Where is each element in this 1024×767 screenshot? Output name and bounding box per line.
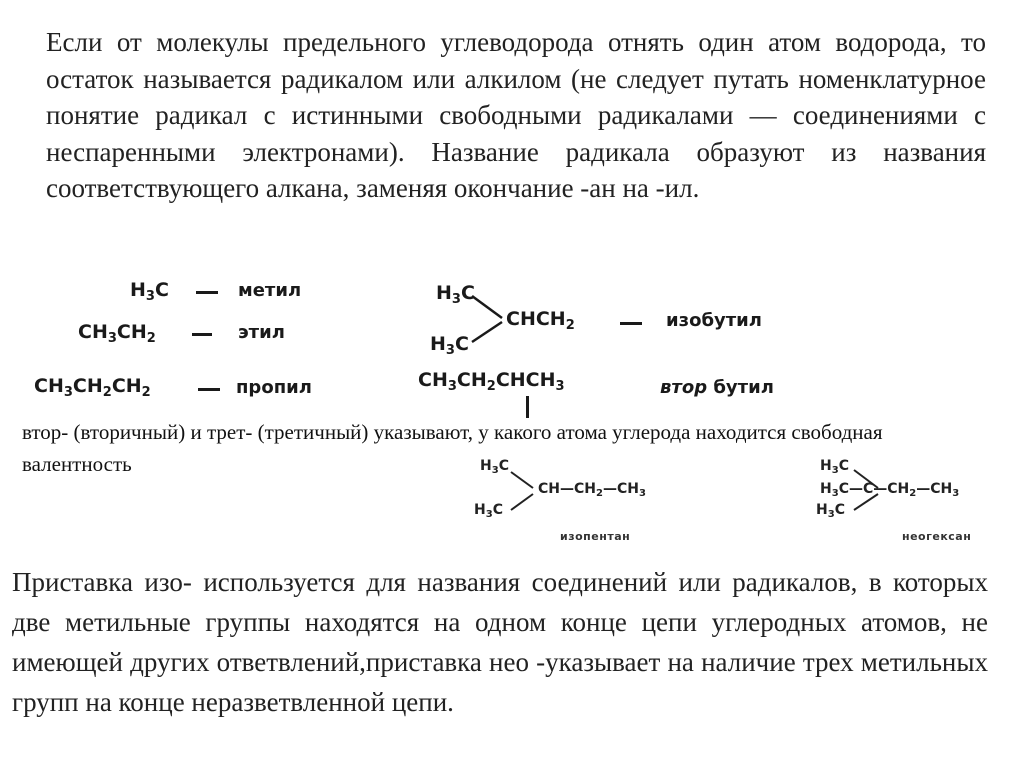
formula-propyl: $CH_3CH_2CH_2$ (34, 375, 151, 400)
name-methyl: метил (238, 280, 302, 301)
name-ethyl: этил (238, 322, 285, 343)
formula-isobutyl-bottom-ch3: $H_3C$ (430, 333, 469, 358)
dash (192, 333, 212, 336)
formula-isobutyl-top-ch3: $H_3C$ (436, 282, 475, 307)
secbutyl-bond (526, 396, 529, 418)
name-isobutyl: изобутил (666, 310, 762, 331)
neohexane-chain: $H_3C—C—CH_2—CH_3$ (820, 481, 960, 499)
note-sec-tert: втор- (вторичный) и трет- (третичный) указывают, у какого атома углерода находится свободная валентность (22, 420, 883, 476)
paragraph-radicals-definition: Если от молекулы предельного углеводорода отнять один атом водорода, то остаток называется радикалом или алкилом (не следует путать номенклатурное понятие радикал с истинными свободными радикалами — соединениями с неспаренными электронами). Название радикала образуют из названия соответствующего алкана, заменяя окончание -ан на -ил. (46, 27, 986, 203)
dash (196, 291, 218, 294)
formula-isobutyl-chain: $CHCH_2$ (506, 308, 575, 333)
secbutyl-name: бутил (713, 377, 774, 398)
neohexane-label: неогексан (902, 530, 972, 543)
isopentane-label: изопентан (560, 530, 631, 543)
neohexane-bottom-ch3: $H_3C$ (816, 502, 845, 520)
neohexane-top-ch3: $H_3C$ (820, 458, 849, 476)
formula-methyl: $H_3C$ (130, 279, 169, 304)
isopentane-bottom-ch3: $H_3C$ (474, 502, 503, 520)
dash (620, 322, 642, 325)
dash (198, 388, 220, 391)
isopentane-top-ch3: $H_3C$ (480, 458, 509, 476)
formula-secbutyl: $CH_3CH_2CHCH_3$ (418, 369, 565, 394)
formula-ethyl: $CH_3CH_2$ (78, 321, 156, 346)
name-propyl: пропил (236, 377, 312, 398)
paragraph-iso-neo: Приставка изо- используется для названия соединений или радикалов, в которых две метильные группы находятся на одном конце цепи углеродных атомов, не имеющей других ответвлений,приставка нео -указывает на наличие трех метильных групп на конце неразветвленной цепи. (12, 567, 988, 717)
name-secbutyl (660, 377, 774, 398)
isopentane-bonds (505, 468, 539, 514)
isopentane-chain: $CH—CH_2—CH_3$ (538, 481, 646, 499)
secbutyl-prefix: втор (660, 377, 708, 398)
neohexane-bonds (848, 466, 888, 516)
